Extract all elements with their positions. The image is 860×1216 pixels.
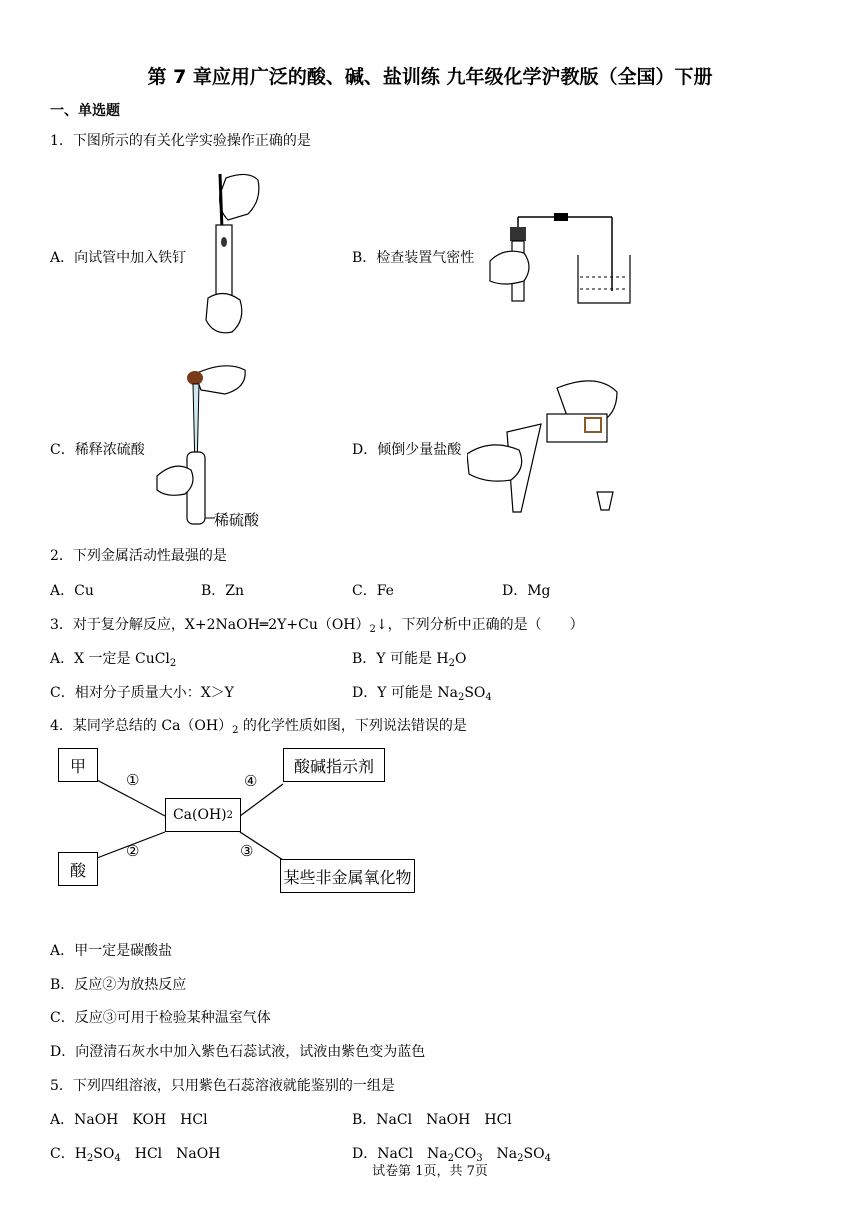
q5-option-b: B．NaCl NaOH HCl [352,1112,512,1128]
diagram-label-3: ③ [240,842,254,860]
q2-option-b: B．Zn [201,583,245,599]
diagram-node-acid: 酸 [58,852,98,886]
q4-stem: 4．某同学总结的 $Ca(OH)_2$ 的化学性质如图，下列说法错误的是 [50,718,467,736]
diagram-node-indicator: 酸碱指示剂 [283,748,385,782]
q4-option-b: B．反应②为放热反应 [50,977,187,993]
diagram-label-1: ① [126,771,140,789]
q1-option-a: A．向试管中加入铁钉 [50,250,187,266]
figure-pour-acid [467,372,627,520]
q3-option-b: B．Y 可能是 $H_2O$ [352,651,467,669]
q4-option-a: A．甲一定是碳酸盐 [50,943,173,959]
q4-diagram-lines [0,740,860,900]
page-footer: 试卷第 1页，共 7页 [372,1164,488,1179]
figure-check-airtightness [484,205,634,305]
q5-option-d: D．NaCl $Na_2CO_3$ $Na_2SO_4$ [352,1146,551,1164]
q3-option-a: A．X 一定是 CuCl$_2$ [50,651,177,669]
q3-stem: 3．对于复分解反应，$X+2NaOH═2Y+Cu(OH)_2↓$，下列分析中正确的是（ ） [50,617,584,635]
q3-option-c: C．相对分子质量大小：X＞Y [50,685,234,701]
diagram-label-2: ② [126,842,140,860]
page-title: 第 7 章应用广泛的酸、碱、盐训练 九年级化学沪教版（全国）下册 [147,66,713,88]
diagram-node-oxide: 某些非金属氧化物 [280,859,415,893]
diagram-node-caoh2: Ca(OH) 2 [165,798,241,832]
figure-dilute-acid [155,360,265,532]
q5-option-a: A．NaOH KOH HCl [50,1112,208,1128]
q1-stem: 1．下图所示的有关化学实验操作正确的是 [50,133,311,149]
q1-option-d: D．倾倒少量盐酸 [352,442,462,458]
section-heading: 一、单选题 [50,103,120,119]
q5-option-c: C．$H_2SO_4$ HCl NaOH [50,1146,221,1164]
q2-option-d: D．Mg [502,583,551,599]
q1-option-b: B．检查装置气密性 [352,250,475,266]
diagram-label-4: ④ [244,772,258,790]
figure-add-iron-nail [188,170,268,345]
q2-option-c: C．Fe [352,583,394,599]
q4-option-d: D．向澄清石灰水中加入紫色石蕊试液，试液由紫色变为蓝色 [50,1044,426,1060]
q1-option-c: C．稀释浓硫酸 [50,442,145,458]
diagram-node-jia: 甲 [58,748,98,782]
q3-option-d: D．Y 可能是 $Na_2SO_4$ [352,685,492,703]
q2-stem: 2．下列金属活动性最强的是 [50,548,227,564]
figure-c-label: 稀硫酸 [214,511,260,529]
q5-stem: 5．下列四组溶液，只用紫色石蕊溶液就能鉴别的一组是 [50,1078,395,1094]
q2-option-a: A．Cu [50,583,94,599]
q4-option-c: C．反应③可用于检验某种温室气体 [50,1010,271,1026]
